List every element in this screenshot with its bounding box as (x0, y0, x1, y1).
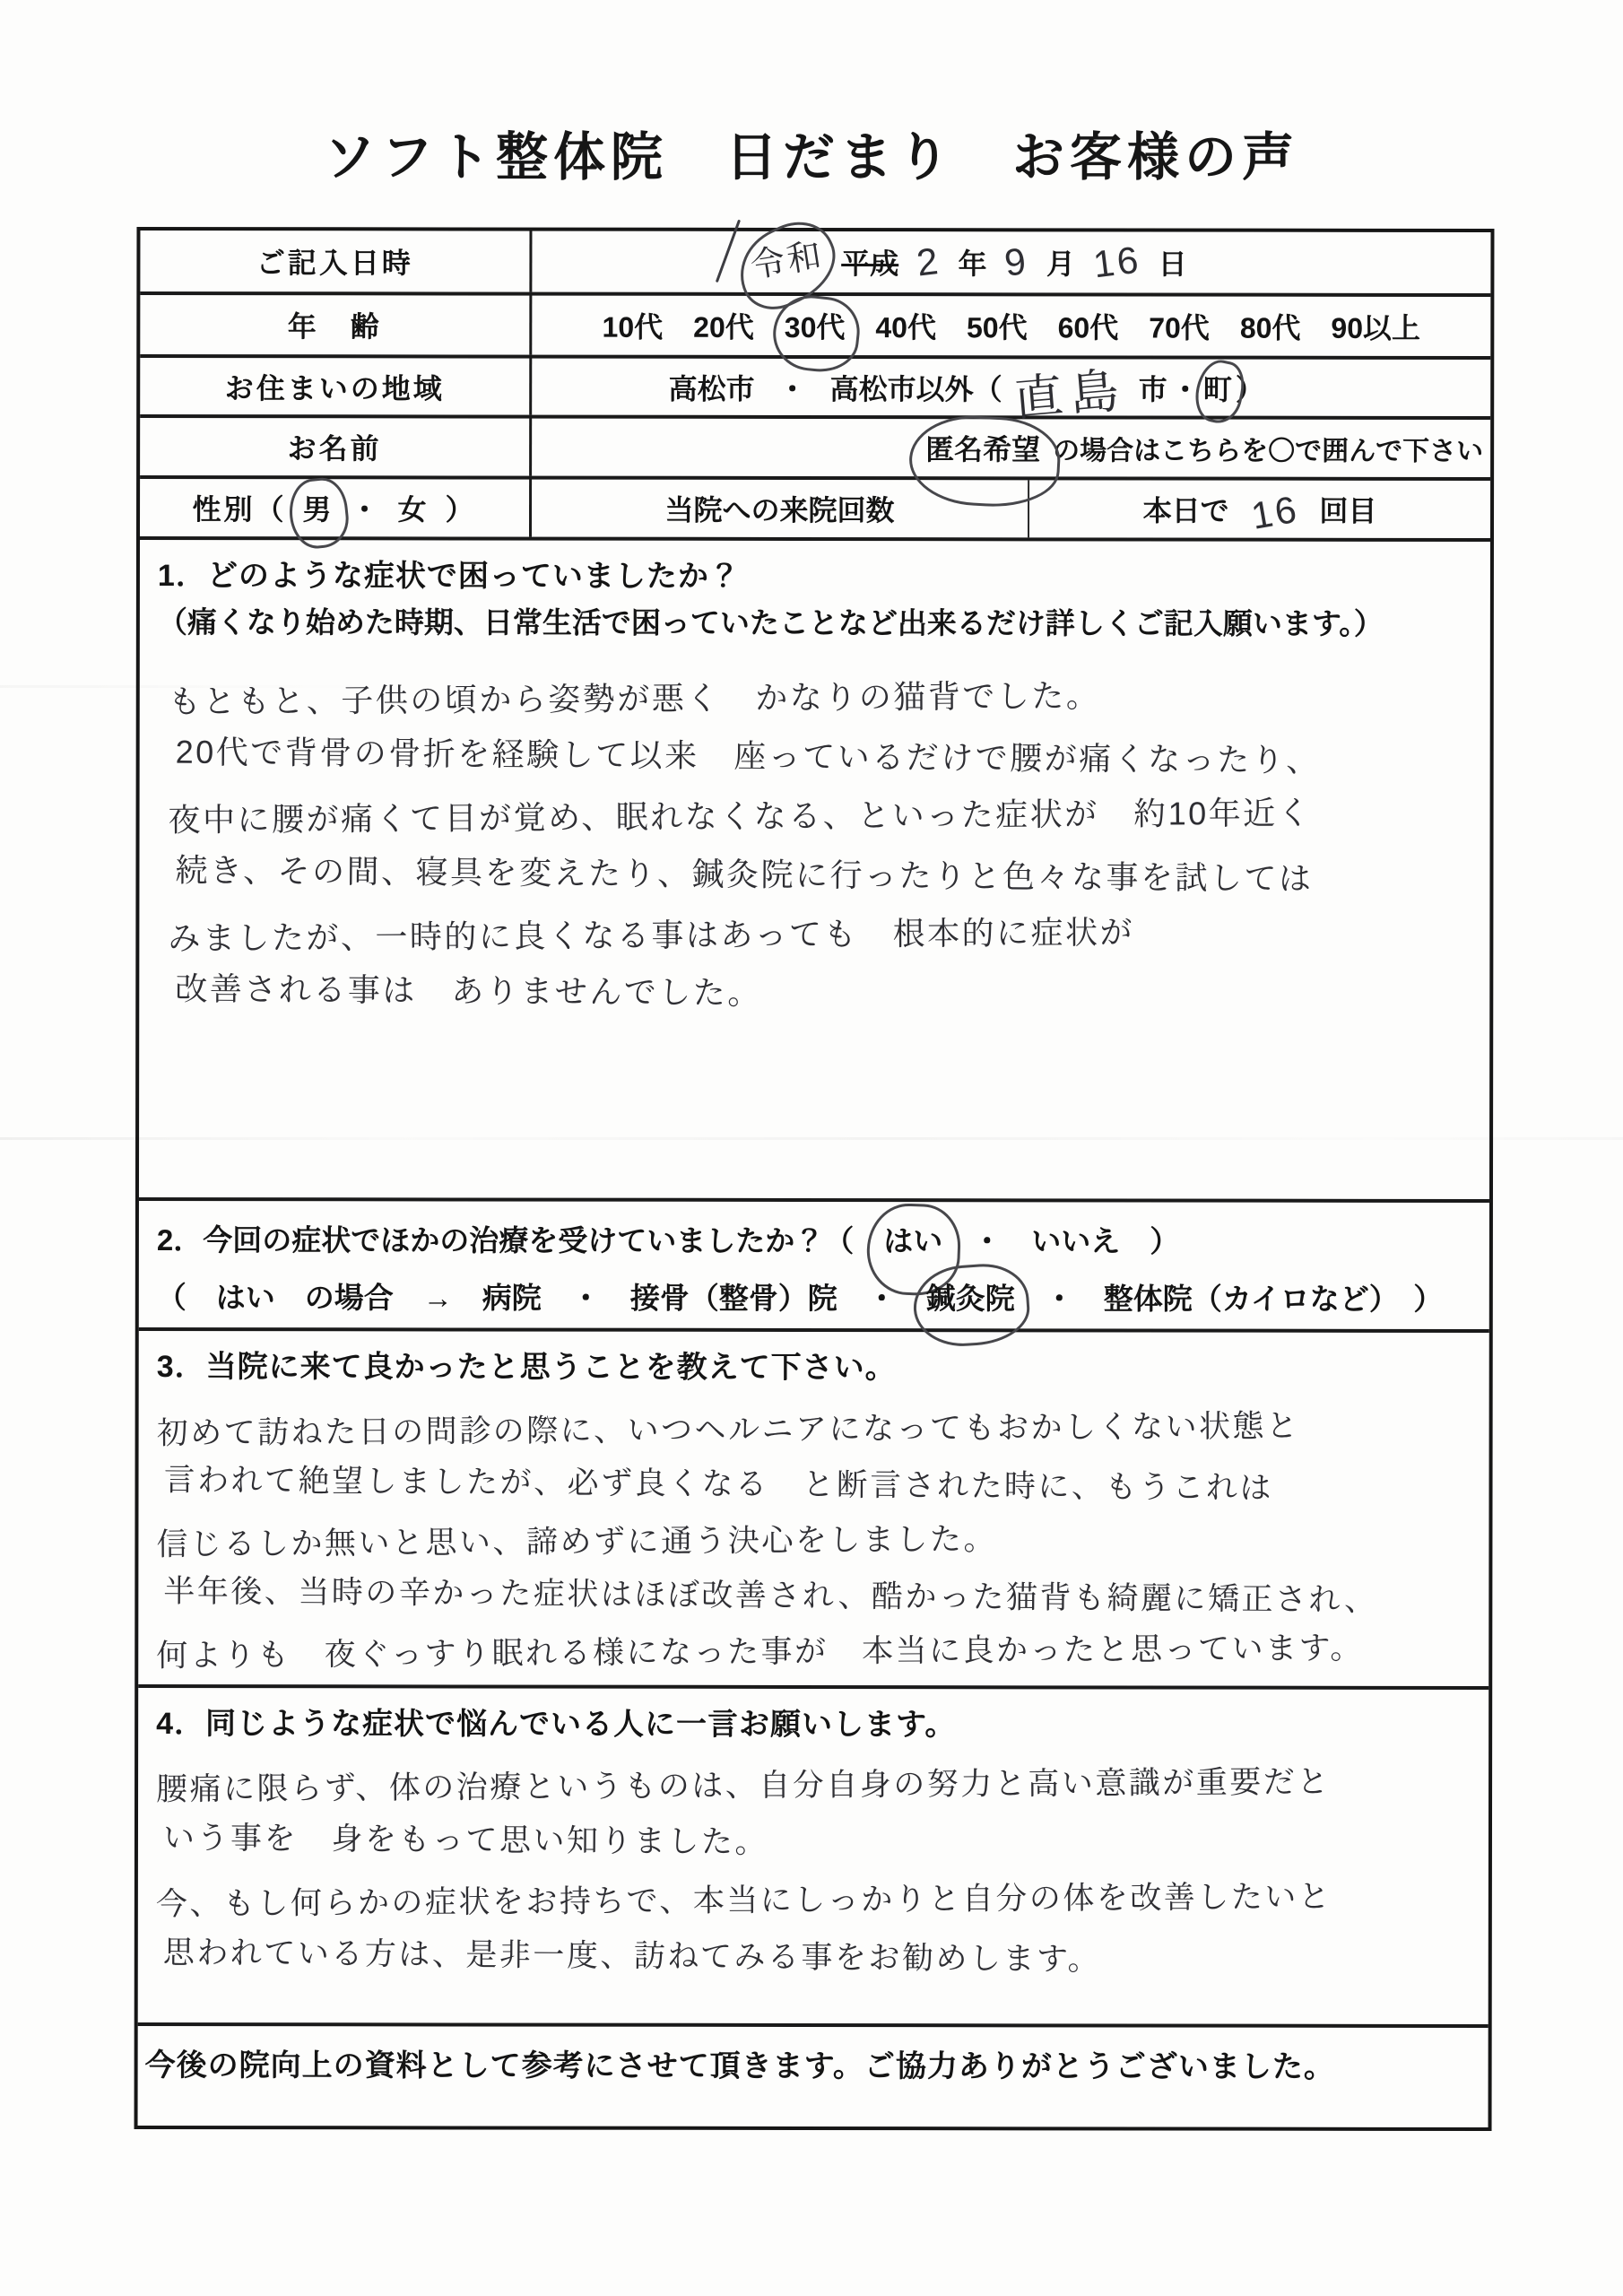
row-entry-date (140, 230, 1490, 297)
gender-label-suffix: ） (445, 493, 477, 526)
anonymous-option-circled (925, 427, 1040, 468)
gender-option-male: 男 (302, 493, 334, 526)
region-separator: ・ (777, 372, 807, 405)
row-age (140, 295, 1490, 360)
q4-answer-line: 腰痛に限らず、体の治療というものは、自分自身の努力と高い意識が重要だと (155, 1764, 1331, 1807)
era-handwritten-wrap (748, 236, 827, 286)
age-option-10s: 10代 (602, 310, 664, 344)
q2-title-suffix: ） (1120, 1224, 1180, 1258)
q3-handwritten-answer (156, 1401, 1467, 1681)
q2-yes-circled (883, 1214, 942, 1268)
q4-title: 4．同じような症状で悩んでいる人に一言お願いします。 (156, 1706, 957, 1743)
gender-option-female: 女 (397, 493, 430, 526)
entry-date-label: ご記入日時 (140, 230, 532, 292)
q1-answer-line: 夜中に腰が痛くて目が覚め、眠れなくなる、といった症状が 約10年近く (168, 794, 1313, 839)
age-label: 年 齢 (140, 295, 532, 355)
region-handwritten-place: 直島 (1012, 363, 1129, 427)
q2-line2-prefix: （ はい の場合 → 病院 ・ 接骨（整骨）院 ・ (156, 1280, 926, 1316)
age-option-30s: 30代 (784, 310, 846, 344)
anonymous-option: 匿名希望 (925, 433, 1041, 466)
section-q1 (139, 540, 1490, 1203)
row-name (140, 418, 1490, 481)
age-option-90plus: 90以上 (1331, 311, 1421, 344)
row-region (140, 358, 1490, 427)
q3-answer-line: 信じるしか無いと思い、諦めずに通う決心をしました。 (156, 1521, 998, 1562)
visits-suffix: 回目 (1319, 494, 1377, 527)
q2-option-acupuncture: 鍼灸院 (925, 1282, 1015, 1316)
gender-male-circled (302, 487, 334, 528)
q1-answer-line: 続き、その間、寝具を変えたり、鍼灸院に行ったりと色々な事を試しては (175, 851, 1314, 898)
q1-subtitle: （痛くなり始めた時期、日常生活で困っていたことなど出来るだけ詳しくご記入願います。） (157, 604, 1384, 640)
q3-answer-line: 言われて絶望しましたが、必ず良くなる と断言された時に、もうこれは (163, 1462, 1274, 1506)
era-printed-struck: 平成 (841, 248, 899, 281)
q1-answer-line: みましたが、一時的に良くなる事はあっても 根本的に症状が (168, 913, 1135, 957)
section-q2 (139, 1201, 1489, 1333)
q2-line2-suffix: ・ 整体院（カイロなど） ） (1014, 1282, 1444, 1316)
visits-value-cell (1029, 480, 1490, 538)
year-handwritten: 2 (914, 239, 943, 284)
row-gender-visits (140, 479, 1490, 542)
q2-title-prefix: 2．今回の症状でほかの治療を受けていましたか？（ (156, 1222, 884, 1258)
region-unit-separator: ・ (1170, 373, 1200, 406)
footer-thanks-text: 今後の院向上の資料として参考にさせて頂きます。ご協力ありがとうございました。 (144, 2048, 1335, 2084)
q2-option-no: いいえ (1031, 1224, 1121, 1258)
q1-handwritten-answer (168, 667, 1469, 1024)
q1-title: 1．どのような症状で困っていましたか？ (157, 558, 741, 594)
age-option-60s: 60代 (1057, 311, 1119, 344)
visits-count-handwritten: 16 (1247, 487, 1302, 537)
q2-acupuncture-circled (926, 1272, 1015, 1326)
region-value (532, 359, 1490, 427)
region-unit-town-circled (1203, 367, 1232, 408)
era-handwritten-text: 令和 (748, 236, 827, 285)
age-option-70s: 70代 (1149, 311, 1210, 344)
section-q3 (138, 1331, 1489, 1690)
visits-prefix: 本日で (1142, 494, 1229, 527)
anonymous-note: の場合はこちらを〇で囲んで下さい (1053, 436, 1484, 467)
page-title: ソフト整体院 日だまり お客様の声 (323, 128, 1299, 187)
q1-answer-line: もともと、子供の頃から姿勢が悪く かなりの猫背でした。 (168, 676, 1101, 720)
region-option-other-suffix: ） (1235, 373, 1264, 406)
q3-answer-line: 初めて訪ねた日の問診の際に、いつヘルニアになってもおかしくない状態と (156, 1408, 1300, 1451)
day-handwritten: 16 (1090, 238, 1143, 286)
year-unit: 年 (958, 248, 987, 281)
age-option-40s: 40代 (875, 311, 937, 344)
age-option-20s: 20代 (693, 310, 754, 344)
month-unit: 月 (1046, 248, 1075, 281)
age-option-50s: 50代 (966, 311, 1028, 344)
gender-cell (140, 479, 532, 537)
entry-date-value (532, 231, 1490, 293)
month-handwritten: 9 (1002, 239, 1031, 284)
era-handwritten-circled (746, 226, 827, 286)
region-label: お住まいの地域 (140, 358, 532, 415)
region-option-other-prefix: 高松市以外（ (829, 372, 1002, 405)
visits-label: 当院への来院回数 (664, 493, 895, 527)
gender-label-prefix: 性別（ (192, 493, 287, 526)
q4-handwritten-answer (156, 1756, 1467, 1987)
era-correction-stroke (716, 219, 741, 283)
visits-label-cell (532, 480, 1029, 538)
day-unit: 日 (1158, 248, 1187, 281)
q2-title-mid: ・ (942, 1224, 1032, 1258)
name-value (532, 419, 1490, 477)
q2-question-line (157, 1213, 1468, 1269)
region-option-city: 高松市 (668, 372, 755, 405)
q2-option-yes: はい (883, 1224, 943, 1258)
q4-answer-line: いう事を 身をもって思い知りました。 (162, 1820, 769, 1860)
q2-detail-line (157, 1271, 1468, 1326)
gender-separator: ・ (350, 493, 382, 526)
age-option-80s: 80代 (1239, 311, 1301, 344)
name-label: お名前 (140, 418, 532, 476)
row-footer (138, 2026, 1488, 2127)
age-option-30s-circled (785, 305, 846, 346)
region-unit-town: 町 (1202, 373, 1232, 406)
q4-answer-line: 思われている方は、是非一度、訪ねてみる事をお勧めします。 (162, 1935, 1102, 1978)
q1-answer-line: 改善される事は ありませんでした。 (175, 970, 762, 1012)
feedback-form-table (135, 227, 1495, 2131)
q1-answer-line: 20代で背骨の骨折を経験して以来 座っているだけで腰が痛くなったり、 (175, 733, 1321, 779)
q4-answer-line: 今、もし何らかの症状をお持ちで、本当にしっかりと自分の体を改善したいと (155, 1879, 1332, 1922)
age-options (532, 296, 1490, 356)
region-unit-city: 市 (1138, 373, 1167, 406)
q3-answer-line: 半年後、当時の辛かった症状はほぼ改善され、酷かった猫背も綺麗に矯正され、 (163, 1573, 1378, 1618)
q3-answer-line: 何よりも 夜ぐっすり眠れる様になった事が 本当に良かったと思っています。 (156, 1631, 1364, 1674)
q3-title: 3．当院に来て良かったと思うことを教えて下さい。 (156, 1349, 897, 1386)
section-q4 (138, 1688, 1489, 2028)
